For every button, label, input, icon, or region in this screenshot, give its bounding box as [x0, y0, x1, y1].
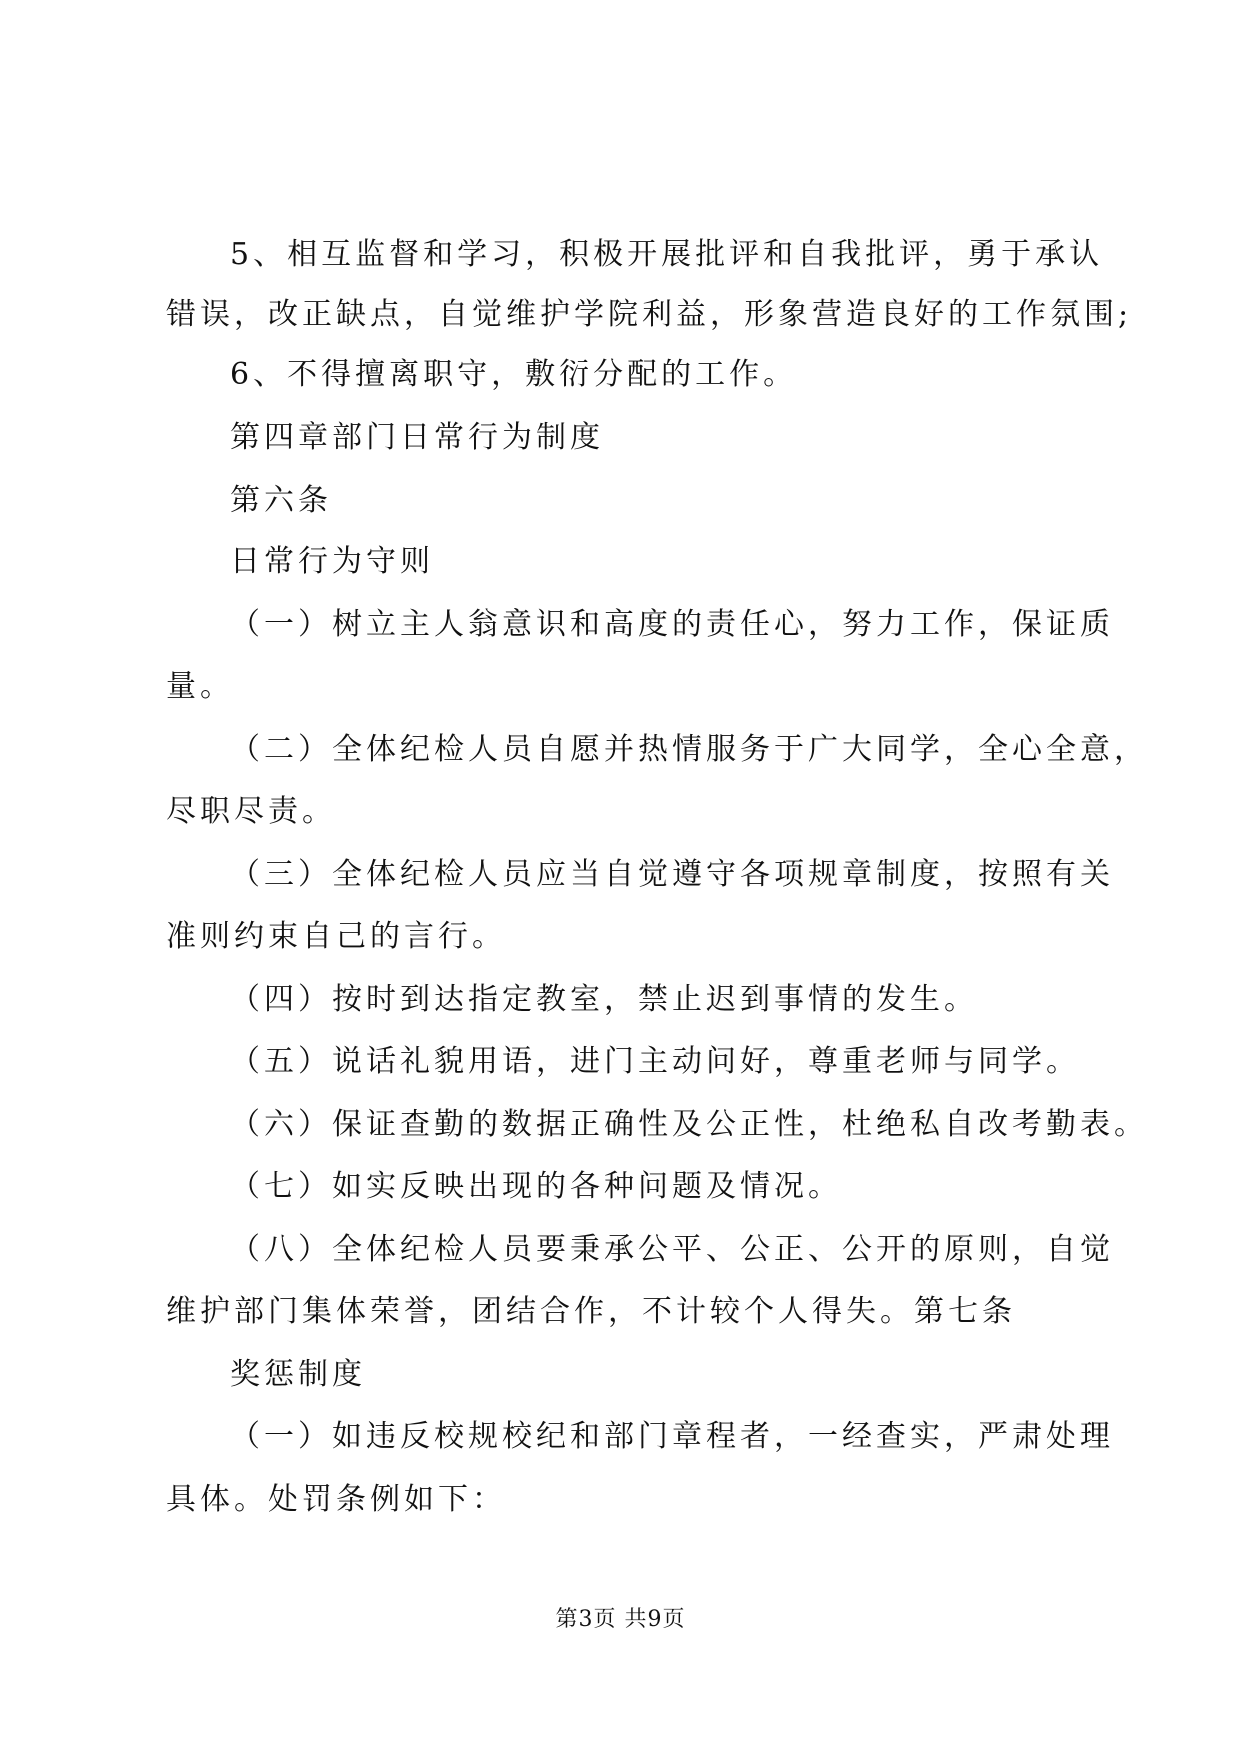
paragraph-line: 5、相互监督和学习，积极开展批评和自我批评，勇于承认 — [230, 237, 1104, 272]
paragraph-line: （一）树立主人翁意识和高度的责任心，努力工作，保证质 — [230, 607, 1114, 642]
page-footer: 第3页 共9页 — [555, 1607, 686, 1632]
paragraph-line: 具体。处罚条例如下： — [166, 1482, 506, 1517]
paragraph-line: （八）全体纪检人员要秉承公平、公正、公开的原则，自觉 — [230, 1232, 1114, 1267]
paragraph-line: （五）说话礼貌用语，进门主动问好，尊重老师与同学。 — [230, 1044, 1080, 1079]
paragraph-line: 准则约束自己的言行。 — [166, 919, 506, 954]
paragraph-line: （四）按时到达指定教室，禁止迟到事情的发生。 — [230, 982, 978, 1017]
section-heading: 奖惩制度 — [230, 1357, 366, 1392]
paragraph-line: （二）全体纪检人员自愿并热情服务于广大同学，全心全意， — [230, 732, 1148, 767]
paragraph-line: （六）保证查勤的数据正确性及公正性，杜绝私自改考勤表。 — [230, 1107, 1148, 1142]
chapter-heading: 第四章部门日常行为制度 — [230, 420, 604, 455]
article-heading: 第六条 — [230, 483, 332, 518]
paragraph-line: （三）全体纪检人员应当自觉遵守各项规章制度，按照有关 — [230, 857, 1114, 892]
paragraph-line: 错误，改正缺点，自觉维护学院利益，形象营造良好的工作氛围; — [166, 297, 1133, 332]
paragraph-line: 维护部门集体荣誉，团结合作，不计较个人得失。第七条 — [166, 1294, 1016, 1329]
paragraph-line: 尽职尽责。 — [166, 794, 336, 829]
paragraph-line: 量。 — [166, 669, 234, 704]
paragraph-line: （七）如实反映出现的各种问题及情况。 — [230, 1169, 842, 1204]
paragraph-line: （一）如违反校规校纪和部门章程者，一经查实，严肃处理 — [230, 1419, 1114, 1454]
section-heading: 日常行为守则 — [230, 544, 434, 579]
paragraph-line: 6、不得擅离职守，敷衍分配的工作。 — [230, 357, 798, 392]
